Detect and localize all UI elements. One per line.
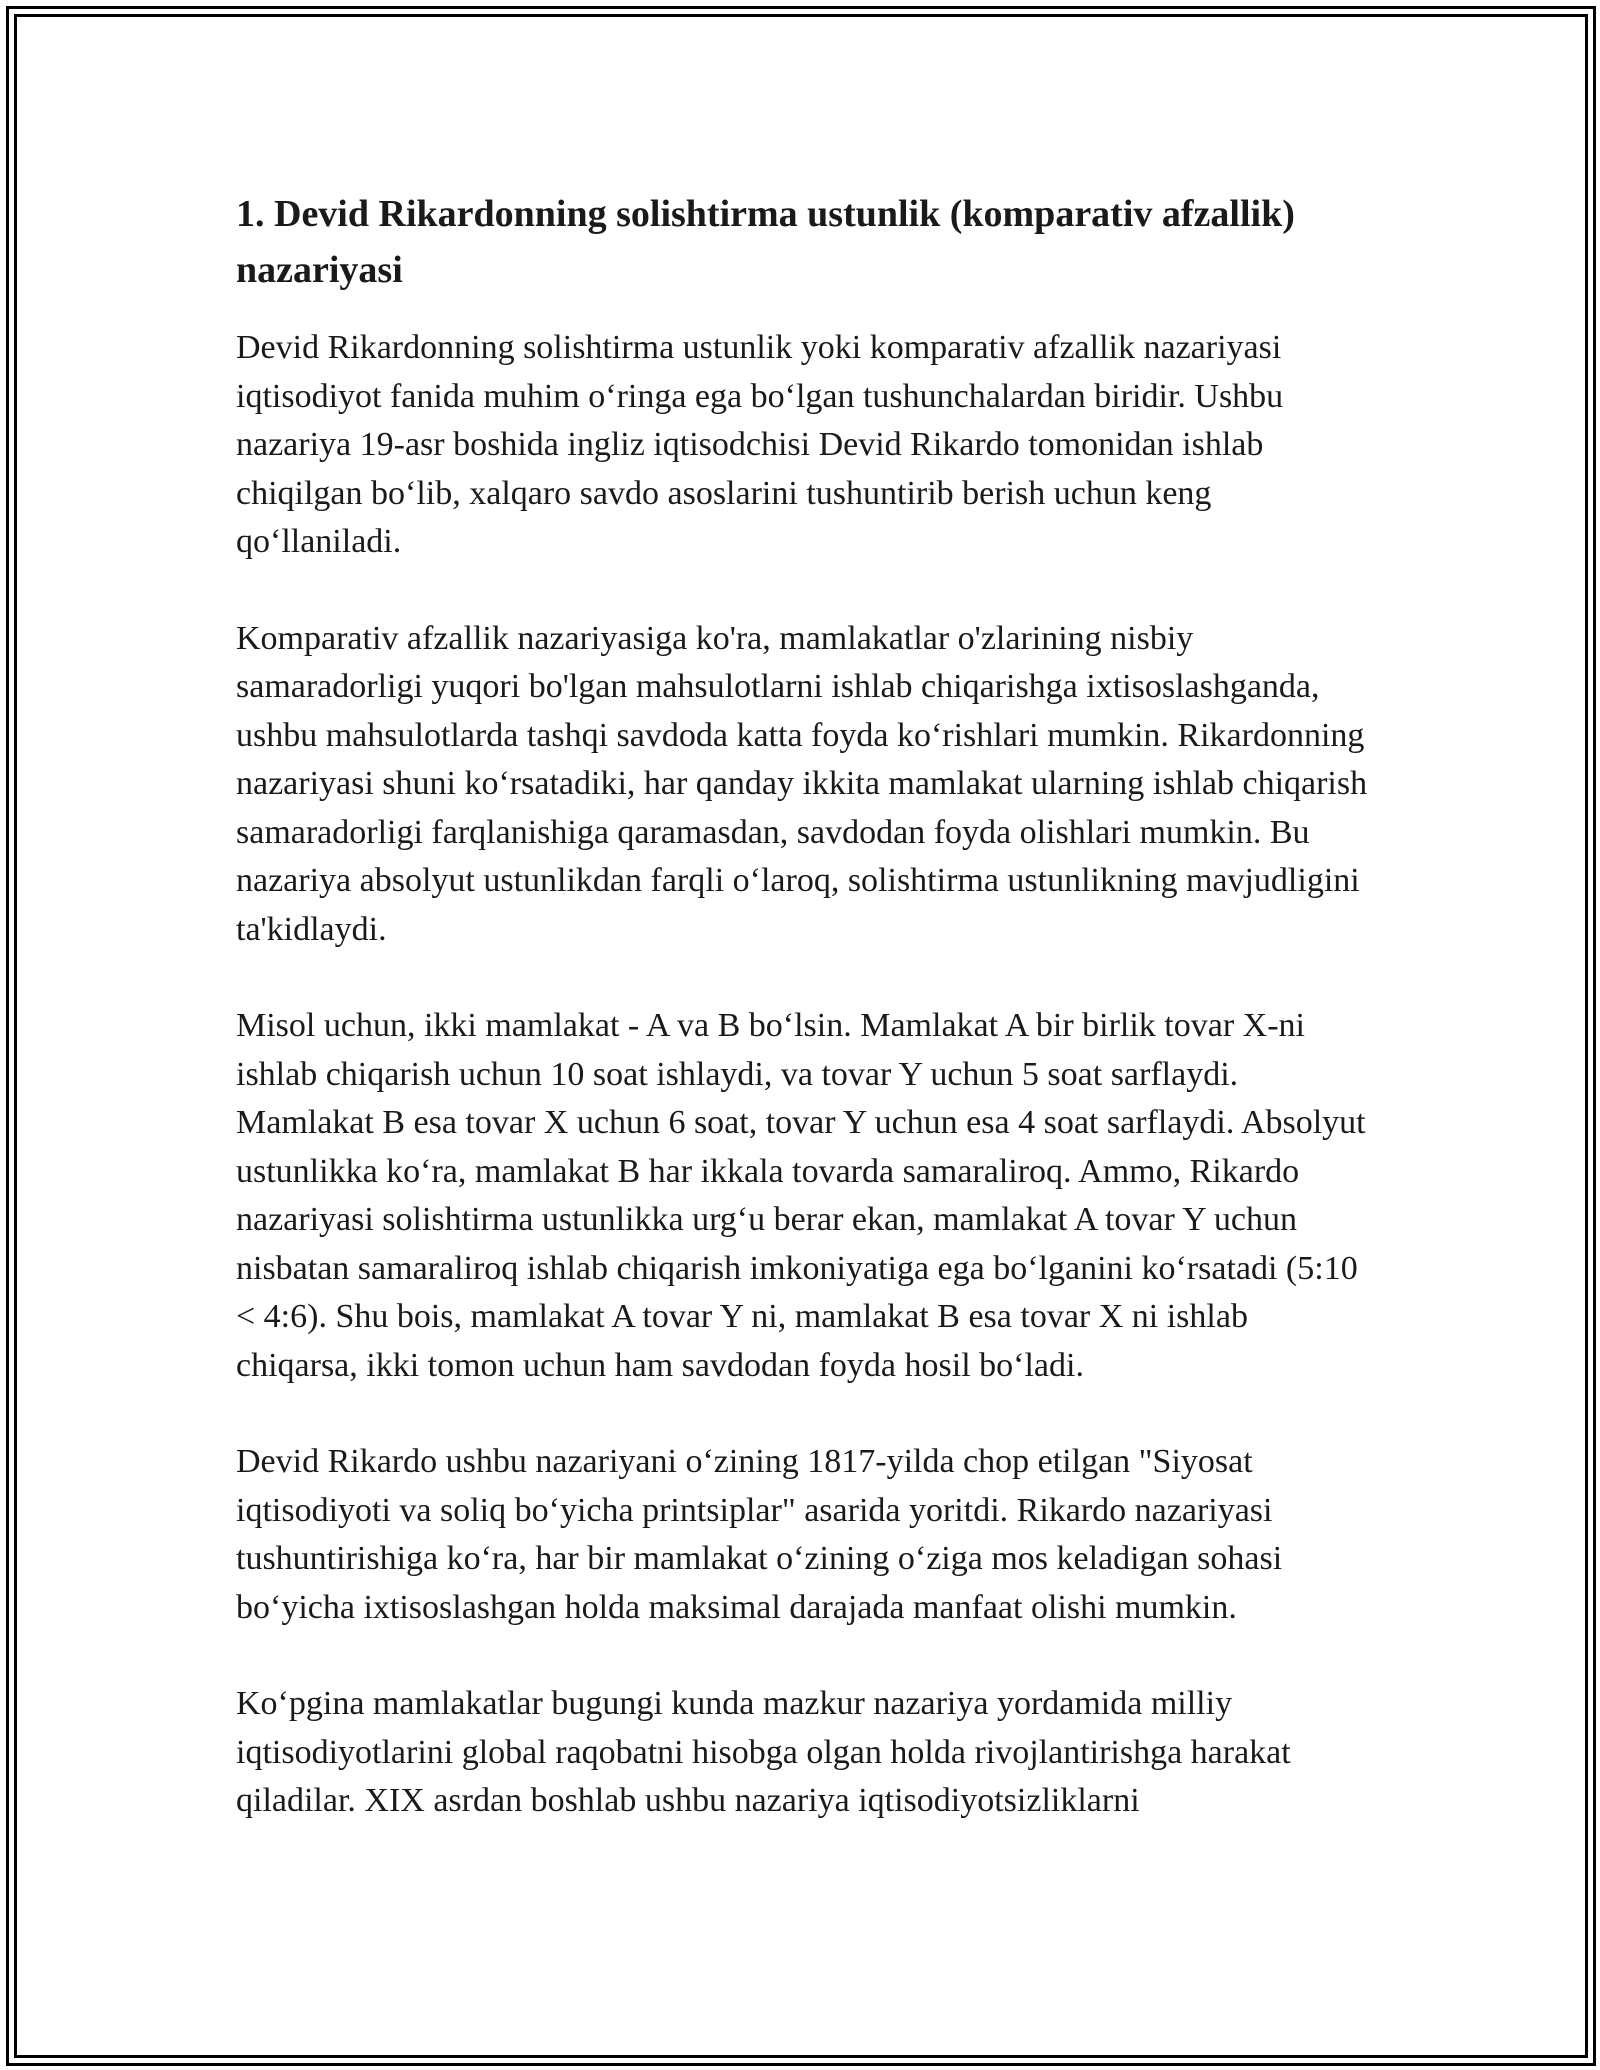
paragraph-intro: Devid Rikardonning solishtirma ustunlik yoki komparativ afzallik nazariyasi iqtisodiyot fanida muhim o‘ringa ega bo‘lgan tushunchalardan biridir. Ushbu nazariya 19-asr boshida ingliz iqtisodchisi Devid Rikardo tomonidan ishlab chiqilgan bo‘lib, xalqaro savdo asoslarini tushuntirib berish uchun keng qo‘llaniladi.	[236, 329, 1284, 560]
document-page	[236, 186, 1376, 1874]
paragraph-comparative-advantage: Komparativ afzallik nazariyasiga ko'ra, mamlakatlar o'zlarining nisbiy samaradorligi yuqori bo'lgan mahsulotlarni ishlab chiqarishga ixtisoslashganda, ushbu mahsulotlarda tashqi savdoda katta foyda ko‘rishlari mumkin. Rikardonning nazariyasi shuni ko‘rsatadiki, har qanday ikkita mamlakat ularning ishlab chiqarish samaradorligi farqlanishiga qaramasdan, savdodan foyda olishlari mumkin. Bu nazariya absolyut ustunlikdan farqli o‘laroq, solishtirma ustunlikning mavjudligini ta'kidlaydi.	[236, 619, 1368, 948]
section-heading: 1. Devid Rikardonning solishtirma ustunlik (komparativ afzallik) nazariyasi	[236, 193, 1295, 291]
paragraph-modern-use: Ko‘pgina mamlakatlar bugungi kunda mazkur nazariya yordamida milliy iqtisodiyotlarini global raqobatni hisobga olgan holda rivojlantirishga harakat qiladilar. XIX asrdan boshlab ushbu nazariya iqtisodiyotsizliklarni	[236, 1685, 1291, 1819]
paragraph-example: Misol uchun, ikki mamlakat - A va B bo‘lsin. Mamlakat A bir birlik tovar X-ni ishlab chiqarish uchun 10 soat ishlaydi, va tovar Y uchun 5 soat sarflaydi. Mamlakat B esa tovar X uchun 6 soat, tovar Y uchun esa 4 soat sarflaydi. Absolyut ustunlikka ko‘ra, mamlakat B har ikkala tovarda samaraliroq. Ammo, Rikardo nazariyasi solishtirma ustunlikka urg‘u berar ekan, mamlakat A tovar Y uchun nisbatan samaraliroq ishlab chiqarish imkoniyatiga ega bo‘lganini ko‘rsatadi (5:10 < 4:6). Shu bois, mamlakat A tovar Y ni, mamlakat B esa tovar X ni ishlab chiqarsa, ikki tomon uchun ham savdodan foyda hosil bo‘ladi.	[236, 1007, 1366, 1384]
paragraph-publication: Devid Rikardo ushbu nazariyani o‘zining 1817-yilda chop etilgan "Siyosat iqtisodiyoti va soliq bo‘yicha printsiplar" asarida yoritdi. Rikardo nazariyasi tushuntirishiga ko‘ra, har bir mamlakat o‘zining o‘ziga mos keladigan sohasi bo‘yicha ixtisoslashgan holda maksimal darajada manfaat olishi mumkin.	[236, 1443, 1283, 1626]
